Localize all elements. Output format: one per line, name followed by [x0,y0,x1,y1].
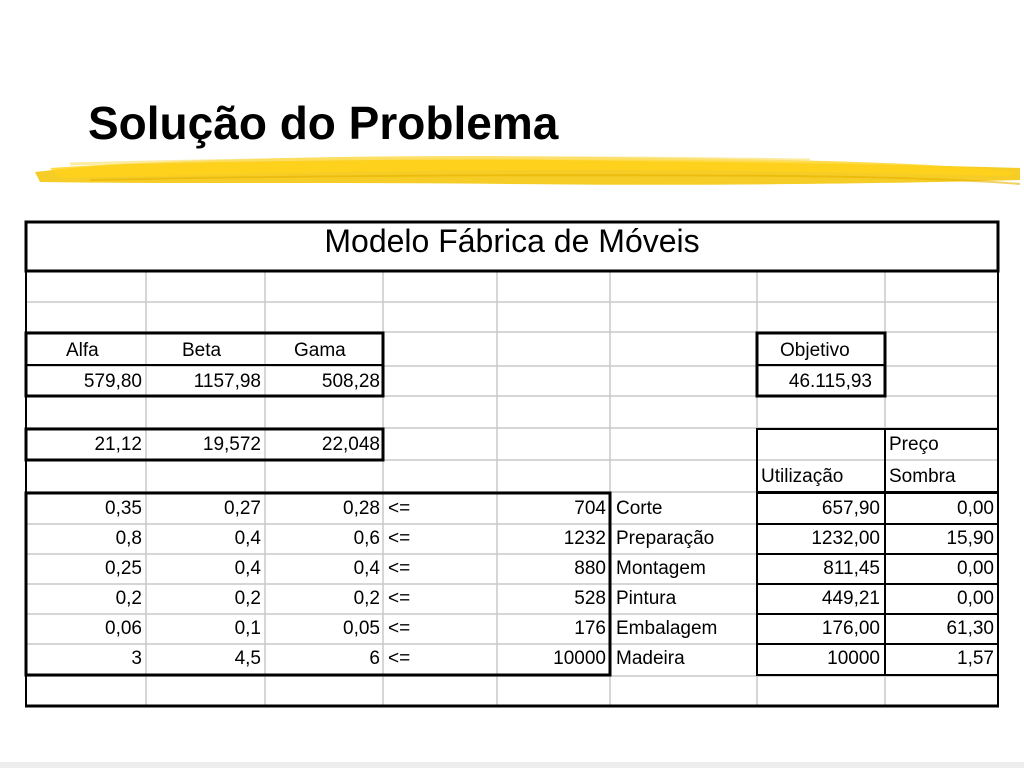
constraint-coef-gama: 0,6 [353,528,380,549]
constraint-operator: <= [388,528,411,549]
constraint-coef-beta: 0,4 [234,558,261,579]
constraint-coef-beta: 4,5 [234,648,261,669]
constraint-shadow-price-value: 0,00 [957,558,994,579]
constraint-coef-alfa: 0,25 [105,558,142,579]
constraint-utilization-value: 657,90 [821,498,880,519]
variable-value-alfa: 579,80 [83,371,142,392]
constraint-operator: <= [388,618,411,639]
utilization-header: Utilização [761,466,844,487]
constraint-capacity: 10000 [553,648,606,669]
constraint-shadow-price-value: 1,57 [957,648,994,669]
variable-header-beta: Beta [182,340,222,361]
constraint-coef-alfa: 0,2 [115,588,142,609]
shadow-price-header-line2: Sombra [889,466,956,487]
constraint-resource-name: Preparação [616,528,715,549]
constraint-operator: <= [388,588,411,609]
constraint-coef-beta: 0,4 [234,528,261,549]
constraint-capacity: 880 [574,558,606,579]
constraint-coef-beta: 0,27 [224,498,261,519]
constraint-coef-gama: 6 [369,648,380,669]
constraint-shadow-price-value: 15,90 [946,528,994,549]
constraint-shadow-price-value: 0,00 [957,588,994,609]
constraint-coef-gama: 0,2 [353,588,380,609]
constraint-coef-beta: 0,1 [234,618,261,639]
constraint-coef-alfa: 0,35 [105,498,142,519]
variable-value-beta: 1157,98 [193,371,261,392]
constraint-capacity: 528 [574,588,606,609]
constraint-resource-name: Pintura [616,588,677,609]
constraint-capacity: 176 [574,618,606,639]
constraint-coef-beta: 0,2 [234,588,261,609]
objective-coef-alfa: 21,12 [94,434,142,455]
constraint-utilization-value: 10000 [827,648,880,669]
constraint-resource-name: Madeira [616,648,685,669]
constraint-resource-name: Corte [616,498,663,519]
objective-coef-beta: 19,572 [202,434,261,455]
constraint-operator: <= [388,648,411,669]
variable-header-alfa: Alfa [66,340,99,361]
constraint-utilization-value: 811,45 [823,558,880,579]
shadow-price-header-line1: Preço [889,434,939,455]
objective-label: Objetivo [780,340,850,361]
model-title: Modelo Fábrica de Móveis [324,223,700,259]
constraint-utilization-value: 449,21 [821,588,880,609]
objective-coef-gama: 22,048 [321,434,380,455]
footer-band [0,762,1024,768]
objective-value: 46.115,93 [788,371,872,392]
variable-header-gama: Gama [294,340,346,361]
slide-title: Solução do Problema [88,97,559,149]
constraint-resource-name: Embalagem [616,618,718,639]
constraint-shadow-price-value: 0,00 [957,498,994,519]
constraint-coef-alfa: 0,8 [115,528,142,549]
constraint-utilization-value: 1232,00 [811,528,880,549]
constraint-operator: <= [388,498,411,519]
constraint-capacity: 704 [574,498,606,519]
constraint-resource-name: Montagem [616,558,706,579]
constraint-operator: <= [388,558,411,579]
constraint-coef-alfa: 3 [131,648,142,669]
constraint-utilization-value: 176,00 [821,618,880,639]
constraint-coef-gama: 0,4 [353,558,380,579]
variable-value-gama: 508,28 [321,371,380,392]
constraint-capacity: 1232 [563,528,606,549]
constraint-coef-gama: 0,28 [343,498,380,519]
constraint-coef-gama: 0,05 [343,618,380,639]
constraint-coef-alfa: 0,06 [105,618,142,639]
constraint-shadow-price-value: 61,30 [946,618,994,639]
